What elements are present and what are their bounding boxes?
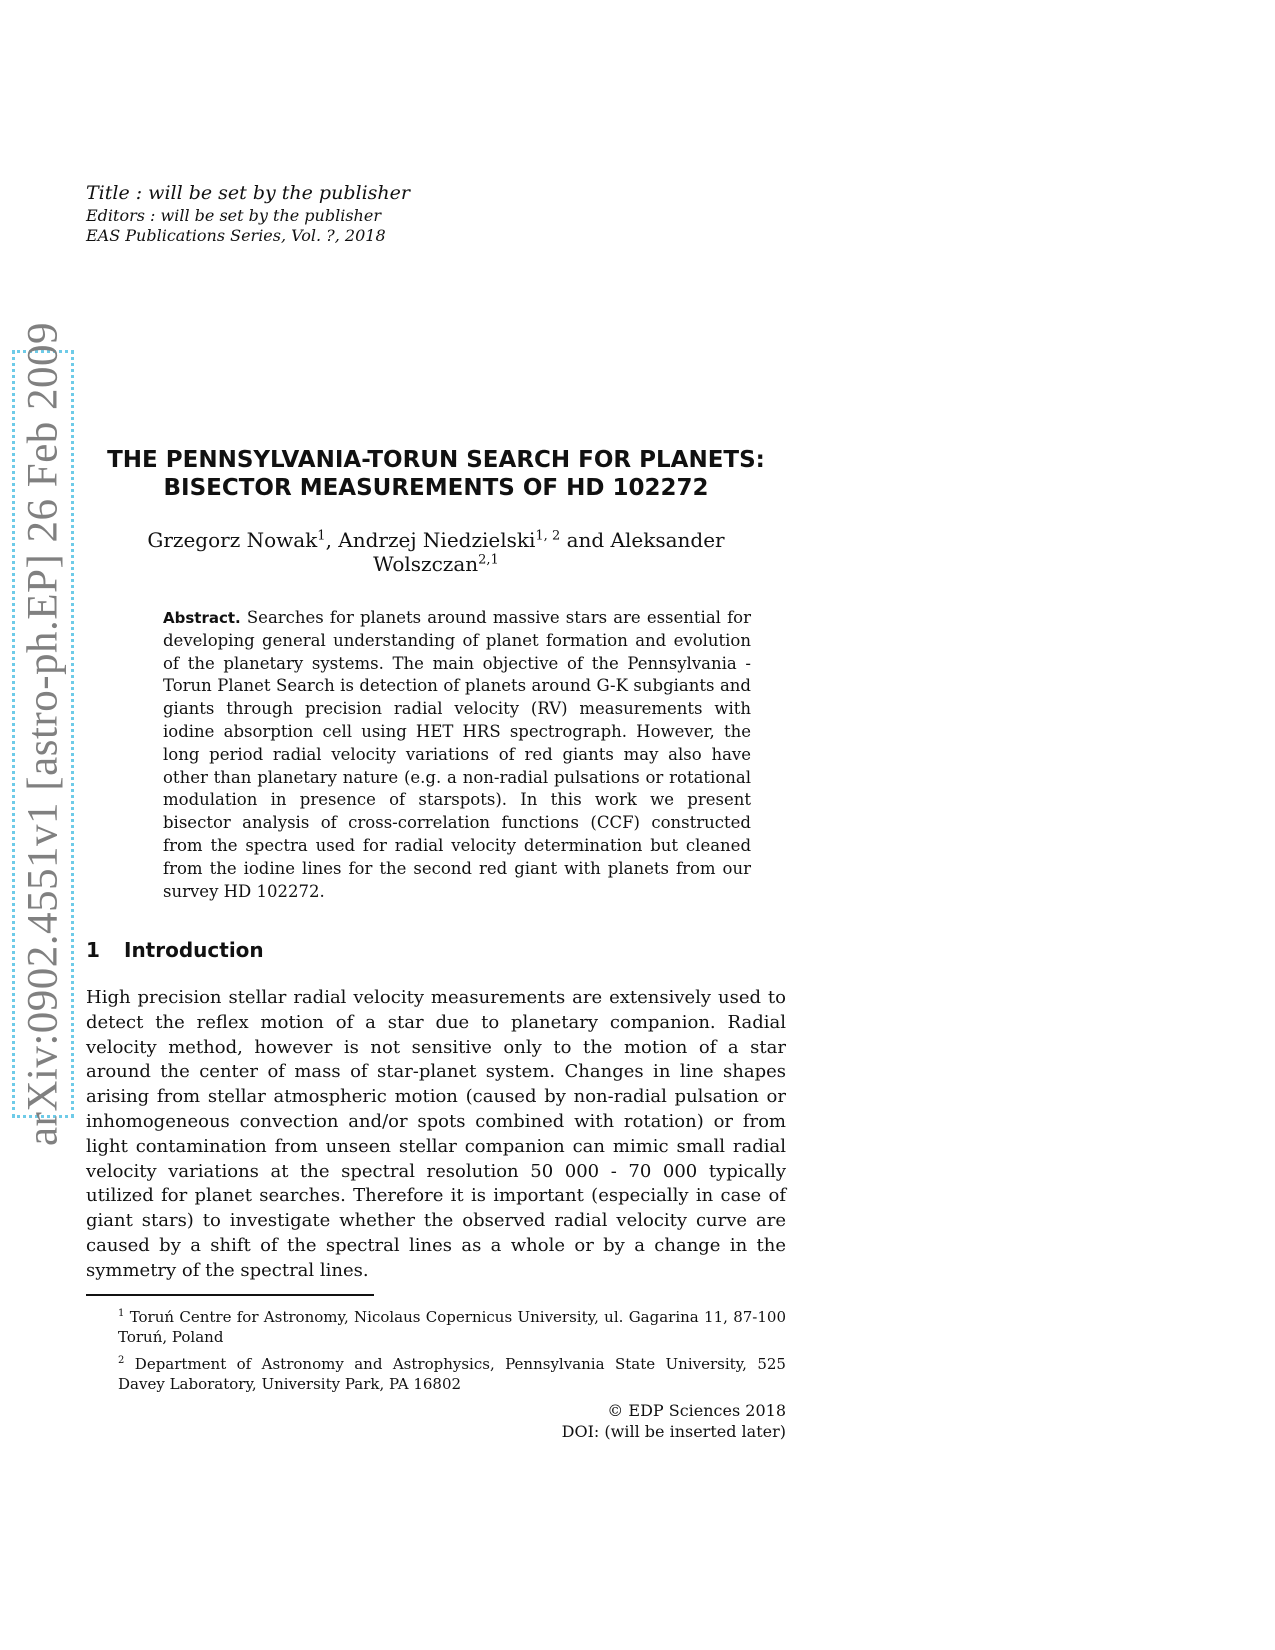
series-editors: Editors : will be set by the publisher	[86, 205, 381, 225]
author-list	[86, 528, 786, 576]
footnotes	[86, 1304, 786, 1398]
paper-title-line-2: BISECTOR MEASUREMENTS OF HD 102272	[163, 475, 709, 501]
footnote-rule	[86, 1294, 374, 1296]
footnote-mark: 2	[118, 1355, 125, 1366]
paper-title-line-1: THE PENNSYLVANIA-TORUN SEARCH FOR PLANETS:	[107, 447, 765, 473]
paper-title	[86, 446, 786, 502]
author-name: Andrzej Niedzielski	[338, 528, 536, 552]
footnote-mark: 1	[118, 1308, 125, 1319]
section-title: Introduction	[124, 938, 264, 962]
footnote	[86, 1351, 786, 1394]
introduction-paragraph: High precision stellar radial velocity measurements are extensively used to detect the reflex motion of a star due to planetary companion. Radial velocity method, however is not sensitive only to the motion of a star around the center of mass of star-planet system. Changes in line shapes arising from stellar atmospheric motion (caused by non-radial pulsation or inhomogeneous convection and/or spots combined with rotation) or from light contamination from unseen stellar companion can mimic small radial velocity variations at the spectral resolution 50 000 - 70 000 typically utilized for planet searches. Therefore it is important (especially in case of giant stars) to investigate whether the observed radial velocity curve are caused by a shift of the spectral lines as a whole or by a change in the symmetry of the spectral lines.	[86, 987, 786, 1281]
footnote-text: Toruń Centre for Astronomy, Nicolaus Copernicus University, ul. Gagarina 11, 87-100 Toruń, Poland	[118, 1308, 786, 1346]
section-number: 1	[86, 938, 100, 962]
footnote	[86, 1304, 786, 1347]
footnote-text: Department of Astronomy and Astrophysics, Pennsylvania State University, 525 Davey Laboratory, University Park, PA 16802	[118, 1355, 786, 1393]
author-name: Aleksander Wolszczan	[373, 528, 725, 576]
copyright-block	[486, 1400, 786, 1442]
copyright-line: © EDP Sciences 2018	[607, 1401, 786, 1420]
section-heading	[86, 938, 264, 962]
arxiv-stamp[interactable]	[12, 321, 74, 1147]
abstract-label: Abstract.	[163, 609, 241, 627]
abstract	[163, 607, 751, 903]
author-separator: and	[560, 528, 611, 552]
author-affiliation: 1, 2	[535, 528, 561, 544]
series-publication: EAS Publications Series, Vol. ?, 2018	[86, 225, 386, 245]
author-affiliation: 2,1	[478, 552, 499, 568]
arxiv-id[interactable]: arXiv:0902.4551v1 [astro-ph.EP] 26 Feb 2009	[19, 321, 67, 1147]
author-separator: ,	[325, 528, 339, 552]
series-header	[86, 182, 410, 246]
series-title: Title : will be set by the publisher	[86, 182, 410, 204]
abstract-text: Searches for planets around massive stars are essential for developing general understanding of planet formation and evolution of the planetary systems. The main objective of the Pennsylvania - Torun Planet Search is detection of planets around G-K subgiants and giants through precision radial velocity (RV) measurements with iodine absorption cell using HET HRS spectrograph. However, the long period radial velocity variations of red giants may also have other than planetary nature (e.g. a non-radial pulsations or rotational modulation in presence of starspots). In this work we present bisector analysis of cross-correlation functions (CCF) constructed from the spectra used for radial velocity determination but cleaned from the iodine lines for the second red giant with planets from our survey HD 102272.	[163, 608, 751, 901]
doi-line: DOI: (will be inserted later)	[561, 1422, 786, 1441]
author-affiliation: 1	[317, 528, 326, 544]
author-name: Grzegorz Nowak	[147, 528, 318, 552]
